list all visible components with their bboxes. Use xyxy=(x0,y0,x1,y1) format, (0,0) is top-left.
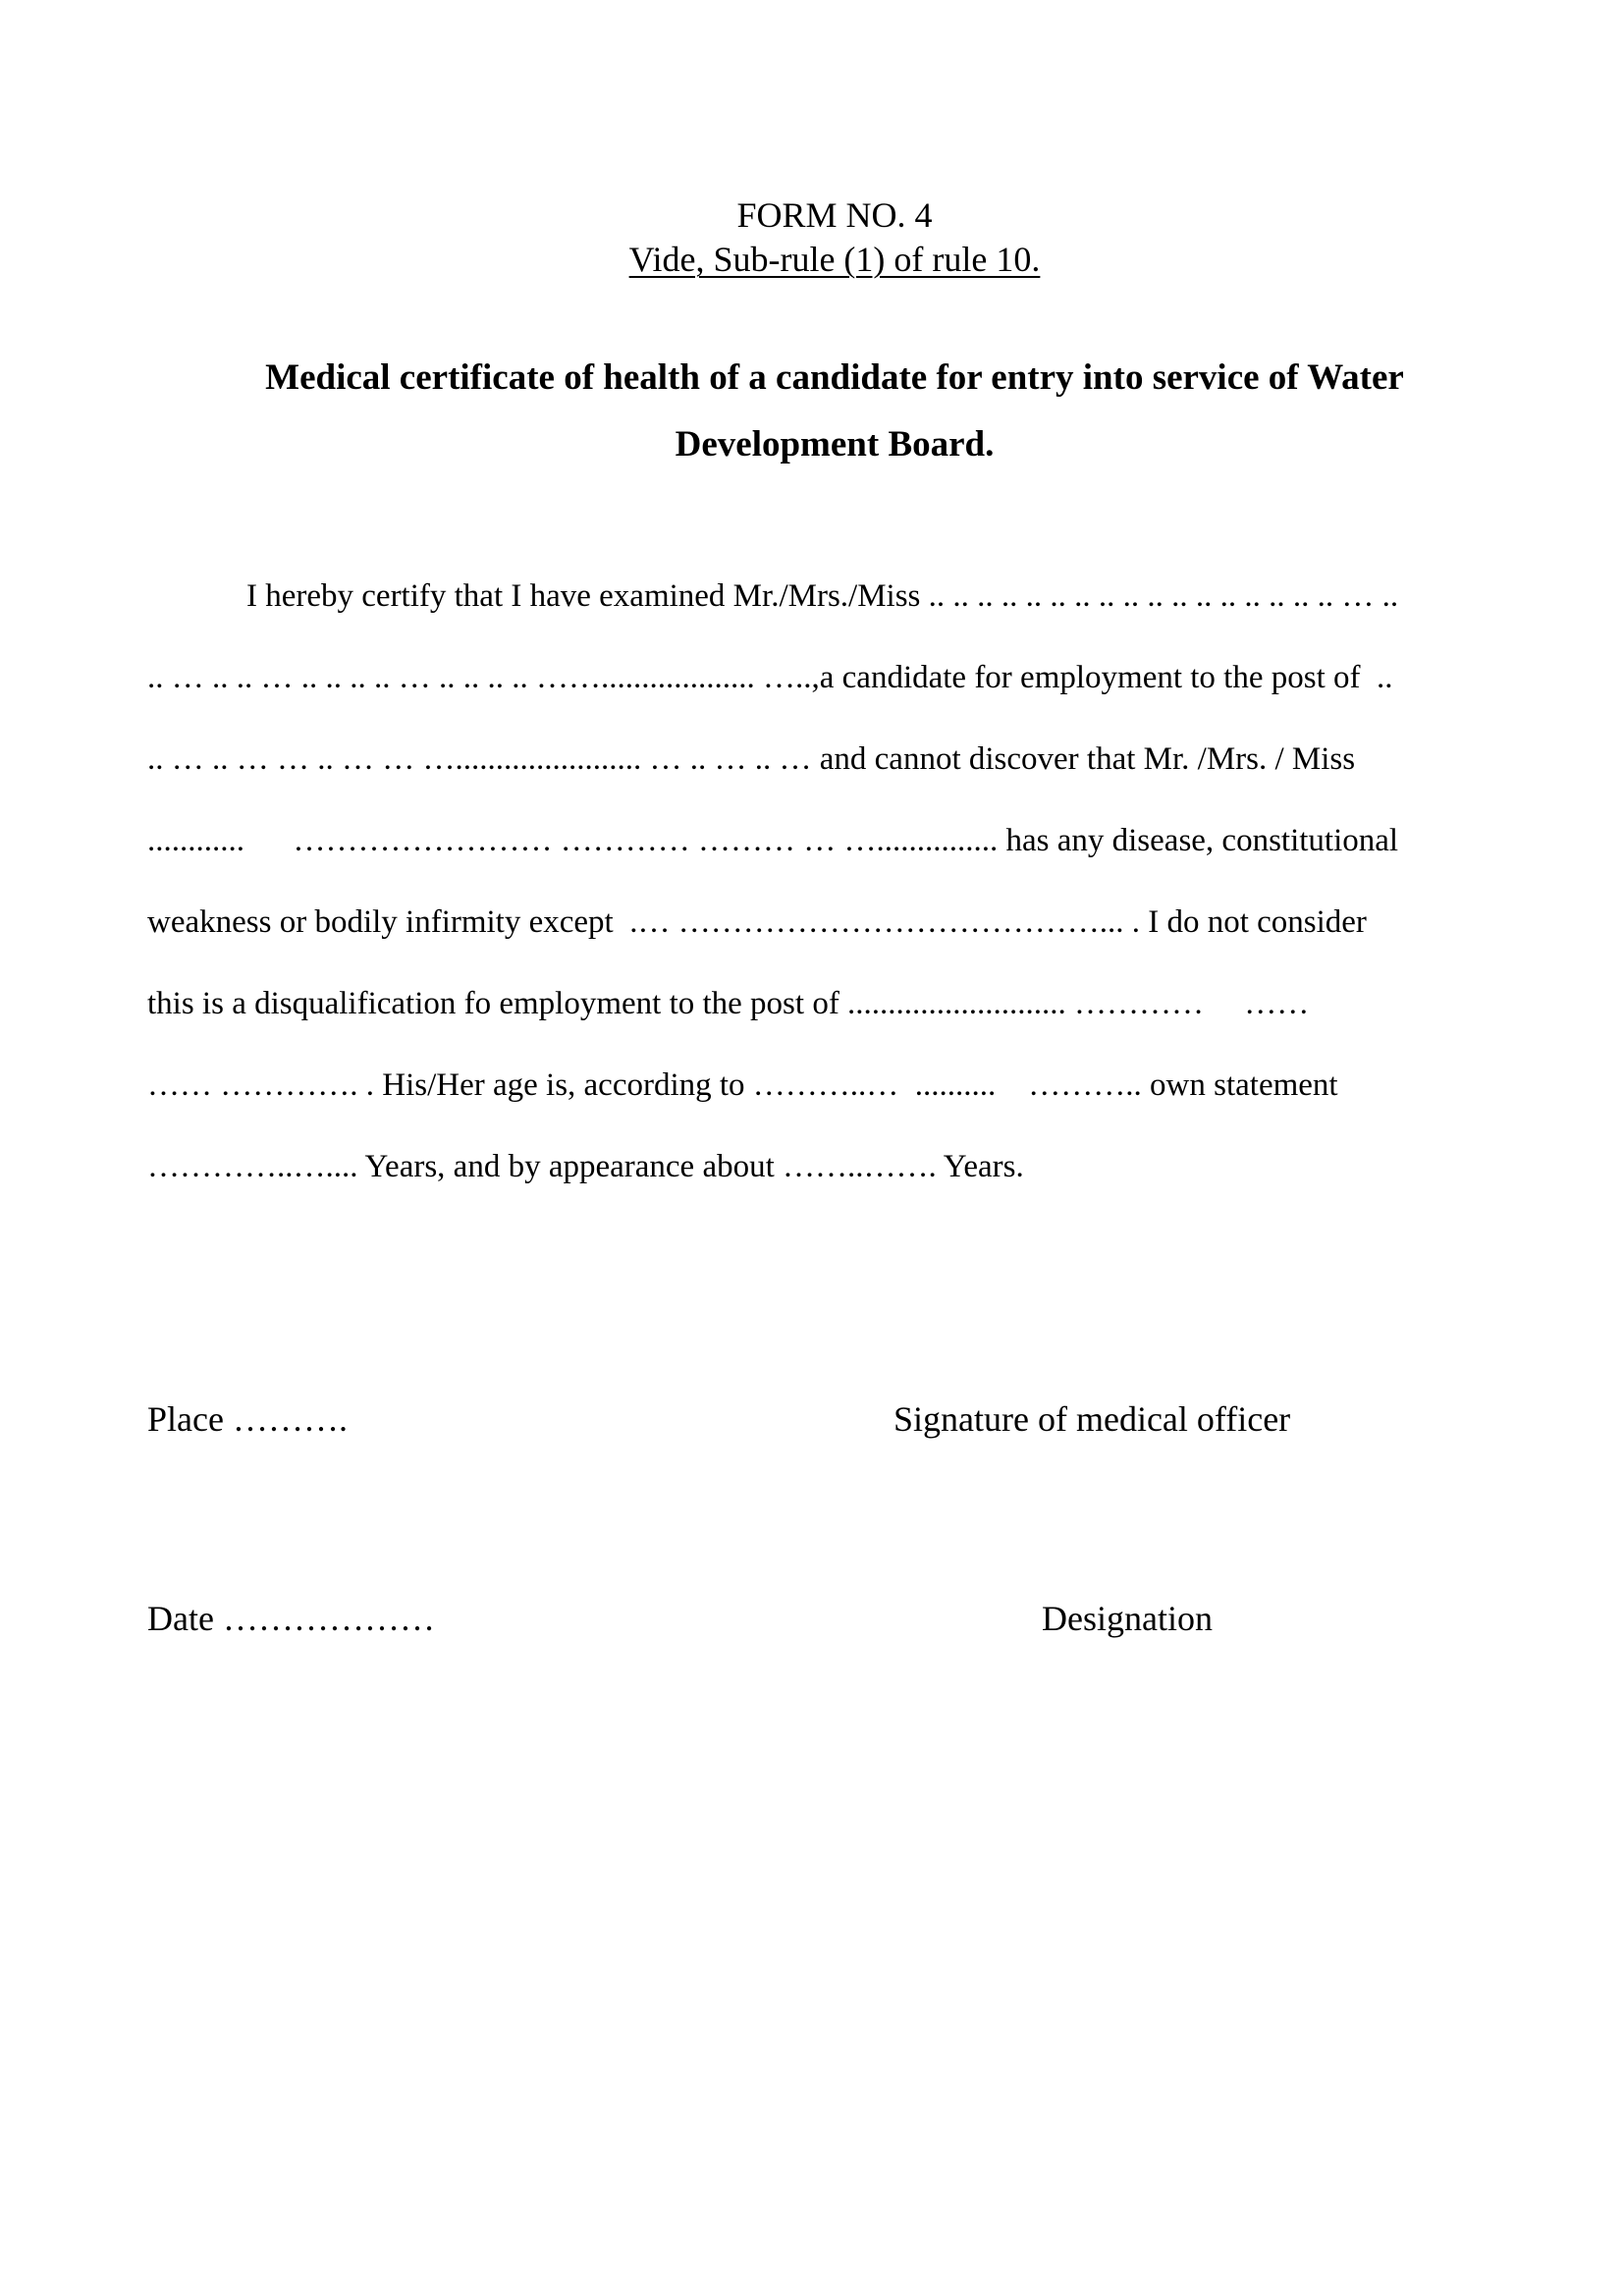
body-line: .. … .. .. … .. .. .. .. … .. .. .. .. ……................... …..,a candidate for employment to the post of .. xyxy=(147,660,1393,695)
body-line: …………..….... Years, and by appearance about ……..……. Years. xyxy=(147,1149,1024,1184)
signature-label: Signature of medical officer xyxy=(893,1399,1291,1439)
rule-reference-text: Vide, Sub-rule (1) of rule 10. xyxy=(628,240,1041,279)
rule-reference xyxy=(0,237,1624,282)
place-field: Place ………. xyxy=(147,1399,348,1439)
body-line: this is a disqualification fo employment to the post of ........................... ………… …… xyxy=(147,986,1310,1021)
date-field: Date ……………… xyxy=(147,1599,435,1638)
designation-label: Designation xyxy=(1042,1599,1213,1638)
certificate-title-line-1: Medical certificate of health of a candidate for entry into service of Water xyxy=(265,357,1404,398)
body-line: I hereby certify that I have examined Mr./Mrs./Miss .. .. .. .. .. .. .. .. .. .. .. .. .. .. .. .. .. … .. xyxy=(246,578,1399,614)
body-line: weakness or bodily infirmity except .… …………………………………... . I do not consider xyxy=(147,904,1367,940)
body-line: …… …………. . His/Her age is, according to ………..… .......... ……….. own statement xyxy=(147,1067,1338,1103)
certificate-title-line-2: Development Board. xyxy=(675,424,995,465)
body-line: .. … .. … … .. … … …....................... … .. … .. … and cannot discover that Mr. /Mrs. / Miss xyxy=(147,741,1356,777)
body-line: ............ …………………… ………… ……… … …............... has any disease, constitutional xyxy=(147,823,1399,858)
form-number: FORM NO. 4 xyxy=(736,195,933,235)
